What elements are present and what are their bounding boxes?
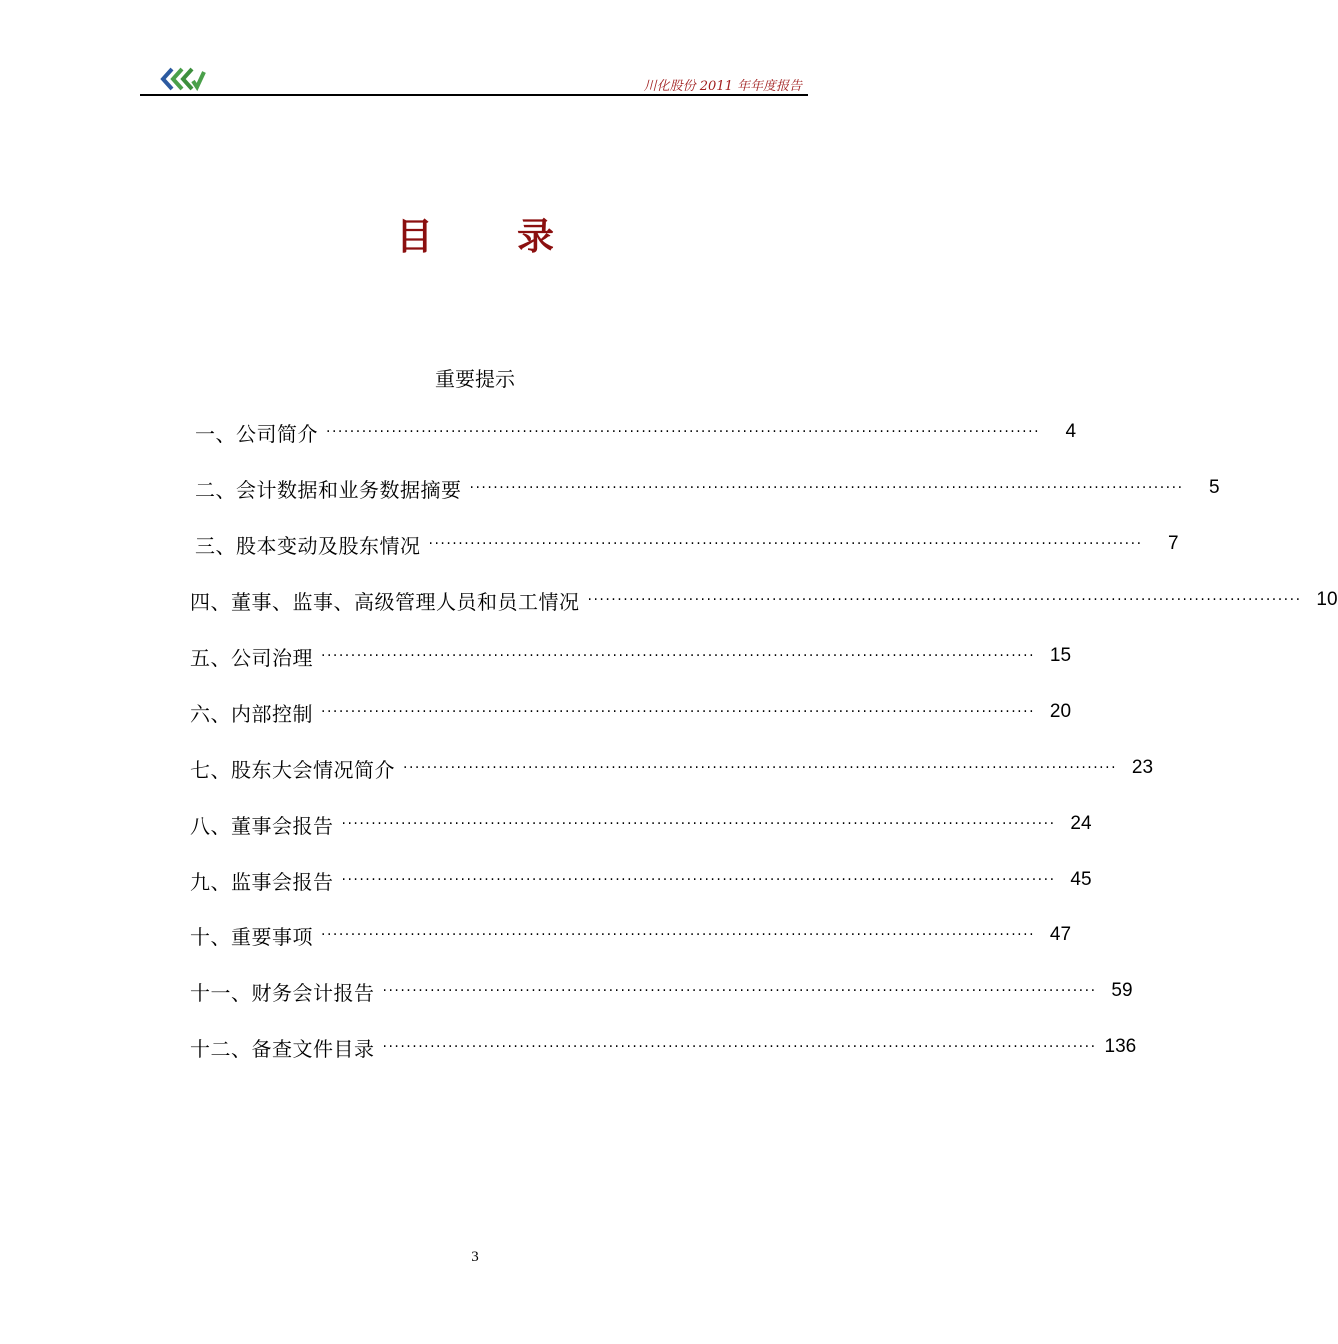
toc-entry-page: 7 bbox=[1167, 533, 1179, 554]
toc-entry[interactable] bbox=[190, 865, 1092, 895]
toc-entry[interactable] bbox=[190, 585, 1338, 615]
toc-entry[interactable] bbox=[190, 697, 1072, 727]
toc-leader-dots: ························································································································ bbox=[403, 760, 1118, 776]
toc-entry-page: 23 bbox=[1131, 757, 1154, 778]
toc-entry[interactable] bbox=[195, 417, 1077, 447]
toc-entry-label: 十二、备查文件目录 bbox=[190, 1036, 375, 1061]
toc-entry[interactable] bbox=[195, 473, 1220, 503]
toc-entry-page: 5 bbox=[1208, 477, 1220, 498]
toc-leader-dots: ························································································································ bbox=[321, 704, 1036, 720]
toc-entry-label: 五、公司治理 bbox=[190, 645, 313, 670]
toc-leader-dots: ························································································································ bbox=[341, 872, 1056, 888]
toc-entry[interactable] bbox=[190, 641, 1072, 671]
toc-entry-page: 10 bbox=[1316, 589, 1338, 610]
toc-leader-dots: ························································································································ bbox=[428, 536, 1143, 552]
toc-entry[interactable] bbox=[195, 529, 1179, 559]
toc-leader-dots: ························································································································ bbox=[326, 424, 1041, 440]
toc-entry-label: 二、会计数据和业务数据摘要 bbox=[195, 477, 462, 502]
toc-entry-label: 六、内部控制 bbox=[190, 701, 313, 726]
toc-leader-dots: ························································································································ bbox=[321, 927, 1036, 943]
toc-leader-dots: ························································································································ bbox=[321, 648, 1036, 664]
toc-leader-dots: ························································································································ bbox=[382, 1039, 1097, 1055]
toc-entry-label: 九、监事会报告 bbox=[190, 869, 334, 894]
toc-entry-label: 八、董事会报告 bbox=[190, 813, 334, 838]
toc-entry-page: 4 bbox=[1065, 421, 1077, 442]
toc-entry-page: 47 bbox=[1049, 924, 1072, 945]
toc-entry-label: 十、重要事项 bbox=[190, 924, 313, 949]
page-title: 目录 bbox=[396, 215, 638, 258]
toc-entry[interactable] bbox=[190, 809, 1092, 839]
toc-entry-page: 45 bbox=[1070, 869, 1092, 890]
toc-entry-page: 24 bbox=[1070, 813, 1092, 834]
toc-entry-label: 四、董事、监事、高级管理人员和员工情况 bbox=[190, 589, 580, 614]
toc-entry-label: 七、股东大会情况简介 bbox=[190, 757, 395, 782]
toc-leader-dots: ························································································································ bbox=[469, 480, 1184, 496]
toc-leader-dots: ························································································································ bbox=[587, 592, 1302, 608]
report-title: 川化股份 2011 年年度报告 bbox=[643, 79, 802, 94]
toc-leader-dots: ························································································································ bbox=[341, 816, 1056, 832]
toc-entry-page: 59 bbox=[1111, 980, 1133, 1001]
toc-leader-dots: ························································································································ bbox=[382, 983, 1097, 999]
toc-entry[interactable] bbox=[190, 976, 1133, 1006]
toc-entry[interactable] bbox=[190, 753, 1154, 783]
toc-entry-label: 十一、财务会计报告 bbox=[190, 980, 375, 1005]
page-number: 3 bbox=[471, 1249, 479, 1265]
toc-entry-page: 136 bbox=[1104, 1036, 1137, 1057]
toc-entry-page: 15 bbox=[1049, 645, 1072, 666]
toc-entry-label: 一、公司简介 bbox=[195, 421, 318, 446]
important-notice-heading: 重要提示 bbox=[435, 367, 515, 391]
toc-entry[interactable] bbox=[190, 1032, 1137, 1062]
toc-entry[interactable] bbox=[190, 920, 1072, 950]
toc-entry-page: 20 bbox=[1049, 701, 1072, 722]
toc-entry-label: 三、股本变动及股东情况 bbox=[195, 533, 421, 558]
